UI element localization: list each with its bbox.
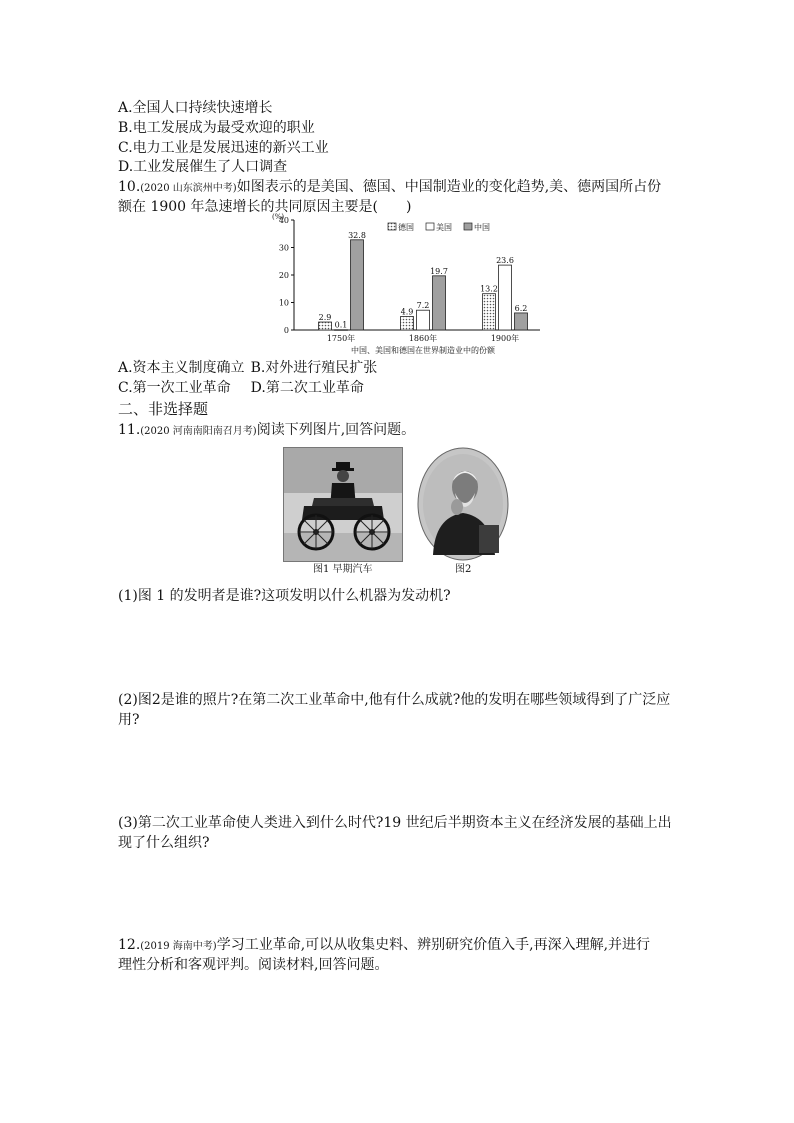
chart-legend-swatch: [426, 223, 434, 230]
q9-option-b: B.电工发展成为最受欢迎的职业: [118, 120, 315, 136]
q11-sub2-line1: (2)图2是谁的照片?在第二次工业革命中,他有什么成就?他的发明在哪些领域得到了广泛应: [118, 692, 671, 708]
chart-bar: [499, 265, 512, 330]
chart-y-tick-label: 10: [278, 298, 289, 308]
manufacturing-share-chart: [270, 210, 550, 360]
chart-legend-swatch: [464, 223, 472, 230]
q11-number: 11.: [118, 422, 141, 438]
q10-option-b: B.对外进行殖民扩张: [250, 360, 378, 376]
chart-bar: [417, 310, 430, 330]
chart-bar-value-label: 2.9: [318, 313, 332, 323]
chart-legend-swatch: [388, 223, 396, 230]
q11-sub3-line2: 现了什么组织?: [118, 835, 210, 851]
chart-y-axis-label: (%): [272, 213, 285, 221]
q11-stem: [118, 420, 415, 442]
chart-bar: [319, 322, 332, 330]
chart-bar: [515, 313, 528, 330]
chart-bar-value-label: 23.6: [496, 256, 514, 266]
chart-bar: [401, 317, 414, 330]
section2-title: 二、非选择题: [118, 400, 209, 418]
q10-source: (2020 山东滨州中考): [140, 183, 237, 194]
chart-legend-label: 中国: [474, 223, 490, 232]
chart-bar-value-label: 7.2: [416, 301, 430, 311]
q11-sub1: (1)图 1 的发明者是谁?这项发明以什么机器为发动机?: [118, 588, 451, 604]
q9-option-a: A.全国人口持续快速增长: [118, 100, 273, 116]
q10-number: 10.: [118, 179, 141, 195]
q10-option-d: D.第二次工业革命: [250, 380, 364, 396]
q12-stem-line2: 理性分析和客观评判。阅读材料,回答问题。: [118, 957, 389, 973]
chart-category-label: 1860年: [408, 334, 438, 343]
chart-category-label: 1900年: [490, 334, 520, 343]
chart-caption: 中国、美国和德国在世界制造业中的份额: [351, 346, 495, 355]
q10-stem: [118, 177, 661, 199]
chart-bar-value-label: 6.2: [514, 303, 528, 313]
q9-option-d: D.工业发展催生了人口调查: [118, 159, 288, 175]
chart-bar: [335, 330, 348, 331]
chart-bar-value-label: 13.2: [480, 284, 498, 294]
q12-number: 12.: [118, 937, 141, 953]
figure1-early-car-photo: [283, 447, 403, 562]
q10-option-c: C.第一次工业革命: [118, 380, 231, 396]
q12-source: (2019 海南中考): [140, 941, 217, 952]
chart-category-label: 1750年: [326, 334, 356, 343]
q11-sub2-line2: 用?: [118, 712, 140, 728]
figure2-caption: 图2: [455, 564, 472, 575]
chart-y-tick-label: 0: [283, 326, 289, 335]
chart-y-tick-label: 20: [278, 271, 289, 280]
q10-options-row1: [118, 358, 377, 378]
q11-sub3-line1: (3)第二次工业革命使人类进入到什么时代?19 世纪后半期资本主义在经济发展的基础上出: [118, 815, 672, 831]
q12-stem-line1: 学习工业革命,可以从收集史料、辨别研究价值入手,再深入理解,并进行: [216, 937, 651, 953]
figure1-caption: 图1 早期汽车: [313, 564, 373, 575]
chart-y-tick-label: 30: [278, 243, 289, 253]
portrait-drawing: [417, 447, 509, 561]
q10-options-row2: [118, 378, 364, 398]
chart-bar-value-label: 0.1: [334, 320, 348, 330]
q12-stem: [118, 935, 650, 957]
chart-bar: [483, 294, 496, 330]
chart-bar-value-label: 32.8: [348, 230, 366, 240]
chart-bar-value-label: 4.9: [400, 307, 414, 317]
q11-source: (2020 河南南阳南召月考): [140, 426, 257, 437]
q10-stem-line2: 额在 1900 年急速增长的共同原因主要是( ): [118, 199, 412, 215]
chart-legend-label: 美国: [436, 223, 452, 232]
chart-bar: [433, 276, 446, 330]
early-car-drawing: [284, 448, 402, 561]
q10-stem-line1: 如图表示的是美国、德国、中国制造业的变化趋势,美、德两国所占份: [236, 179, 662, 195]
chart-legend-label: 德国: [398, 223, 414, 232]
q11-stem-text: 阅读下列图片,回答问题。: [256, 422, 416, 438]
chart-bar-value-label: 19.7: [430, 266, 448, 276]
chart-y-tick-label: 40: [278, 216, 289, 225]
q10-option-a: A.资本主义制度确立: [118, 360, 245, 376]
figure2-portrait-photo: [417, 447, 509, 561]
chart-bar: [351, 240, 364, 330]
q9-option-c: C.电力工业是发展迅速的新兴工业: [118, 140, 329, 156]
